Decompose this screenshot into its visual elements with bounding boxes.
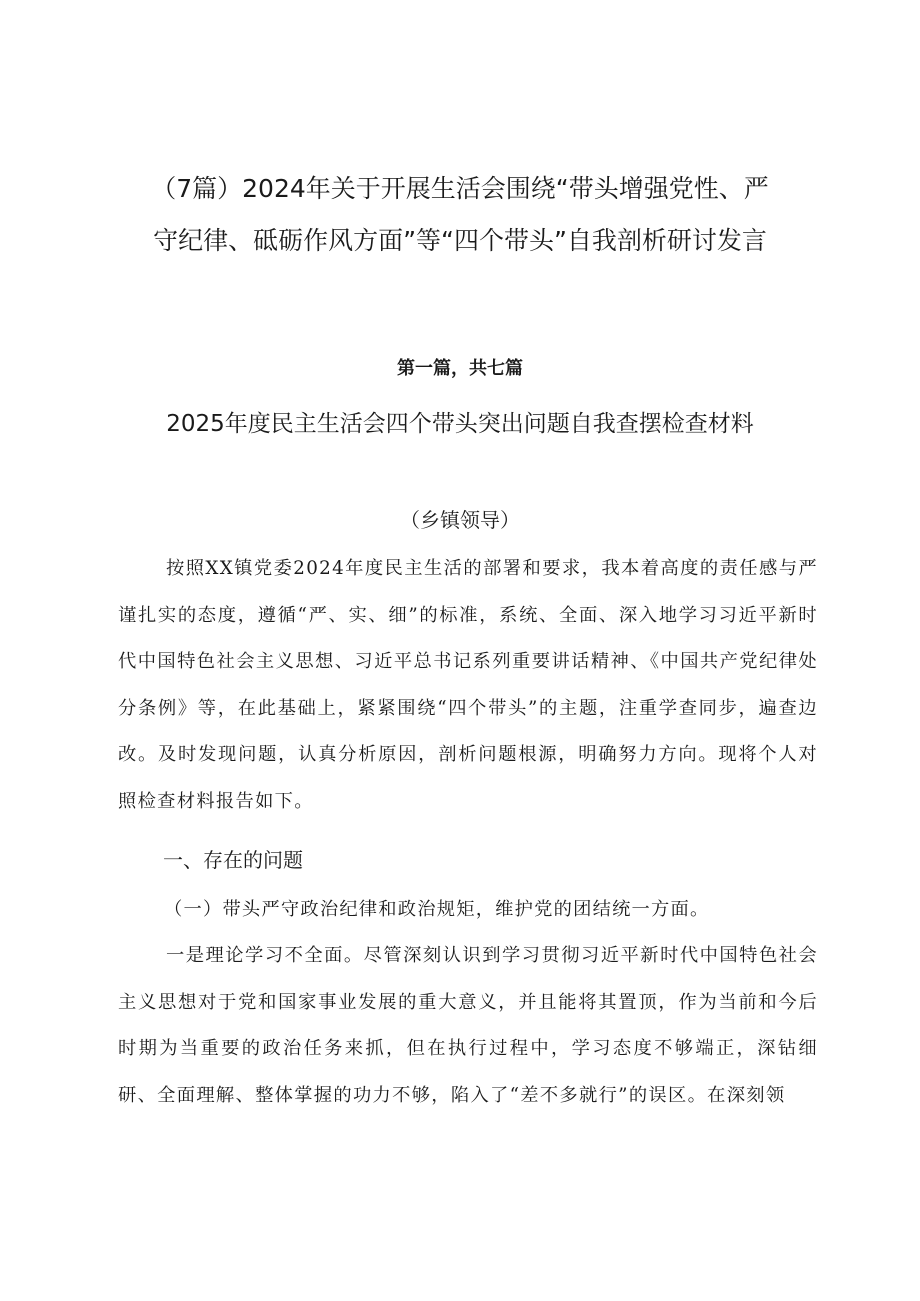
intro-paragraph: 按照XX镇党委2024年度民主生活的部署和要求，我本着高度的责任感与严谨扎实的态度，遵循“严、实、细”的标准，系统、全面、深入地学习习近平新时代中国特色社会主义思想、习近平总书记系列重要讲话精神、《中国共产党纪律处分条例》等，在此基础上，紧紧围绕“四个带头”的主题，注重学查同步，遍查边改。及时发现问题，认真分析原因，剖析问题根源，明确努力方向。现将个人对照检查材料报告如下。: [118, 558, 818, 812]
part-label: 第一篇，共七篇: [397, 358, 523, 379]
role-note: （乡镇领导）: [400, 508, 520, 532]
section-title: 2025年度民主生活会四个带头突出问题自我查摆检查材料: [166, 411, 754, 437]
section-heading: 一、存在的问题: [163, 848, 303, 872]
document-title: （7篇）2024年关于开展生活会围绕“带头增强党性、严守纪律、砥砺作风方面”等“四个带头”自我剖析研讨发言: [151, 174, 769, 255]
body-paragraph: 一是理论学习不全面。尽管深刻认识到学习贯彻习近平新时代中国特色社会主义思想对于党和国家事业发展的重大意义，并且能将其置顶，作为当前和今后时期为当重要的政治任务来抓，但在执行过程中，学习态度不够端正，深钻细研、全面理解、整体掌握的功力不够，陷入了“差不多就行”的误区。在深刻领: [118, 945, 818, 1106]
item-heading: （一）带头严守政治纪律和政治规矩，维护党的团结统一方面。: [164, 899, 710, 920]
